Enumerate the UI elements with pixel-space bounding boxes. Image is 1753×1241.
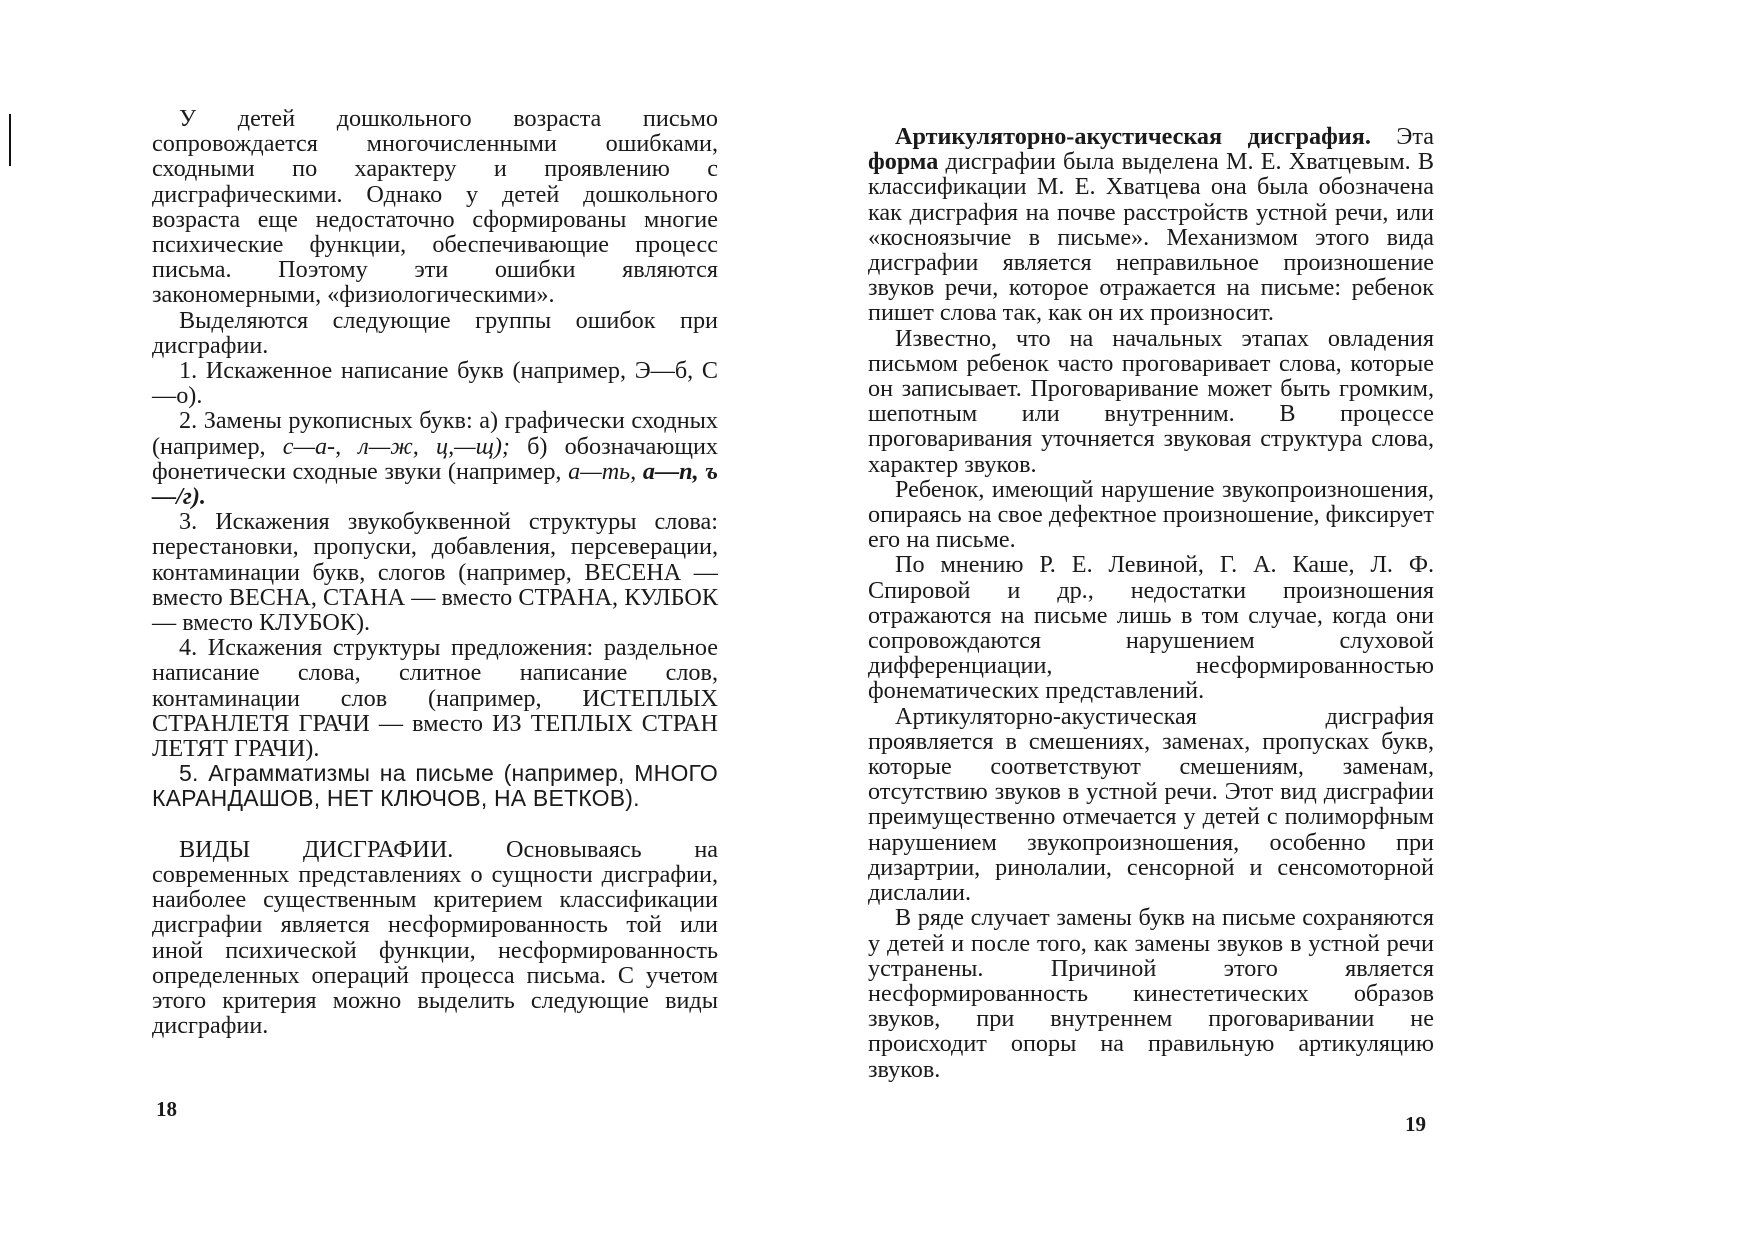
section-title: Артикуляторно-акустическая дисграфия. xyxy=(895,123,1371,150)
paragraph-5: Артикуляторно-акустическая дисграфия проявляется в смешениях, заменах, пропусках букв, которые соответствуют смешениям, заменам, отсутствию звуков в устной речи. Этот вид дисграфии преимущественно отмечается у детей с полиморфным нарушением звукопроизношения, особенно при дизартрии, ринолалии, сенсорной и сенсомоторной дислалии. xyxy=(868,702,1434,907)
list-item-1: 1. Искаженное написание букв (например, Э—б, С—о). xyxy=(152,357,718,410)
types-heading: ВИДЫ ДИСГРАФИИ. xyxy=(179,835,454,863)
paragraph-intro: У детей дошкольного возраста письмо сопровождается многочисленными ошибками, сходными по характеру и проявлению с дисграфическими. Однако у детей дошкольного возраста еще недостаточно сформированы многие психические функции, обеспечивающие процесс письма. Поэтому эти ошибки являются закономерными, «физиологическими». xyxy=(152,105,718,309)
paragraph-4: По мнению Р. Е. Левиной, Г. А. Каше, Л. Ф. Спировой и др., недостатки произношения отражаются на письме лишь в том случае, когда они сопровождаются нарушением слуховой дифференциации, несформированностью фонематических представлений. xyxy=(868,551,1434,705)
paragraph-6: В ряде случает замены букв на письме сохраняются у детей и после того, как замены звуков в устной речи устранены. Причиной этого является несформированность кинестетических образов звуков, при внутреннем проговаривании не происходит опоры на правильную артикуляцию звуков. xyxy=(868,904,1434,1083)
list-item-5: 5. Аграмматизмы на письме (например, МНОГО КАРАНДАШОВ, НЕТ КЛЮЧОВ, НА ВЕТКОВ). xyxy=(152,760,718,812)
margin-bar xyxy=(9,114,11,166)
paragraph-groups-intro: Выделяются следующие группы ошибок при дисграфии. xyxy=(152,306,718,359)
example-letters-3: а—п, ъ—/г). xyxy=(152,457,718,511)
list-item-3: 3. Искажения звукобуквенной структуры слова: перестановки, пропуски, добавления, персеверации, контаминации букв, слогов (например, ВЕСЕНА — вместо ВЕСНА, СТАНА — вместо СТРАНА, КУЛБОК — вместо КЛУБОК). xyxy=(152,508,718,637)
paragraph-3: Ребенок, имеющий нарушение звукопроизношения, опираясь на свое дефектное произношение, фиксирует его на письме. xyxy=(868,475,1434,554)
right-page-text xyxy=(868,124,1434,1082)
paragraph-types: ВИДЫ ДИСГРАФИИ. Основываясь на современных представлениях о сущности дисграфии, наиболее существенным критерием классификации дисграфии является несформированность той или иной психической функции, несформированность определенных операций процесса письма. С учетом этого критерия можно выделить следующие виды дисграфии. xyxy=(152,835,718,1040)
page-number-right: 19 xyxy=(1405,1112,1426,1136)
paragraph-2: Известно, что на начальных этапах овладения письмом ребенок часто проговаривает слова, которые он записывает. Проговаривание может быть громким, шепотным или внутренним. В процессе проговаривания уточняется звуковая структура слова, характер звуков. xyxy=(868,324,1434,478)
example-letters-2: а—ть, xyxy=(568,457,637,485)
bold-forma: форма xyxy=(868,148,939,176)
page-number-left: 18 xyxy=(156,1097,177,1121)
paragraph-heading: Артикуляторно-акустическая дисграфия. Эта форма дисграфии была выделена М. Е. Хватцевым. В классификации М. Е. Хватцева она была обозначена как дисграфия на почве расстройств устной речи, или «косноязычие в письме». Механизмом этого вида дисграфии является неправильное произношение звуков речи, которое отражается на письме: ребенок пишет слова так, как он их произносит. xyxy=(868,123,1434,327)
list-item-2: 2. Замены рукописных букв: а) графически сходных (например, с—а-, л—ж, ц,—щ); б) обозначающих фонетически сходные звуки (например, а—ть, а—п, ъ—/г). xyxy=(152,407,718,511)
example-letters-1: с—а-, л—ж, ц,—щ); xyxy=(282,432,510,460)
list-item-4: 4. Искажения структуры предложения: раздельное написание слова, слитное написание слов, контаминации слов (например, ИСТЕПЛЫХ СТРАНЛЕТЯ ГРАЧИ — вместо ИЗ ТЕПЛЫХ СТРАН ЛЕТЯТ ГРАЧИ). xyxy=(152,634,718,763)
left-page-text xyxy=(152,106,718,1038)
